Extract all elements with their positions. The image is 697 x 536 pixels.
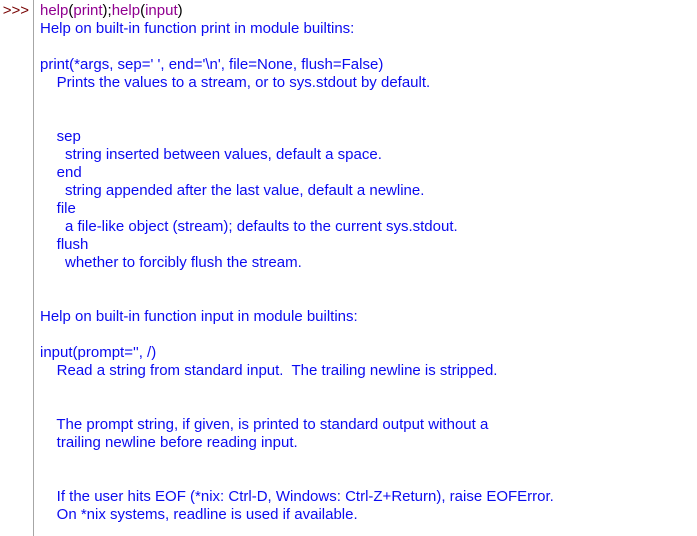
output-line (40, 290, 697, 308)
output-line: The prompt string, if given, is printed to standard output without a (40, 416, 489, 433)
output-line (40, 326, 697, 344)
input-segment-plain: ( (140, 2, 146, 19)
output-line: string inserted between values, default a space. (40, 146, 382, 163)
output-line (40, 380, 697, 398)
output-line: a file-like object (stream); defaults to the current sys.stdout. (40, 218, 458, 235)
output-line: Prints the values to a stream, or to sys.stdout by default. (40, 74, 431, 91)
shell-text-area[interactable] (34, 0, 697, 536)
input-segment-builtin: input (145, 2, 178, 19)
output-line: On *nix systems, readline is used if available. (40, 506, 358, 523)
output-line (40, 110, 697, 128)
prompt-sidebar (0, 0, 33, 536)
output-line: whether to forcibly flush the stream. (40, 254, 302, 271)
output-line (40, 398, 697, 416)
input-line (40, 2, 697, 20)
output-line: input(prompt='', /) (40, 344, 157, 361)
output-line (40, 38, 697, 56)
output-line: Read a string from standard input. The trailing newline is stripped. (40, 362, 498, 379)
output-line: Help on built-in function print in module builtins: (40, 20, 355, 37)
output-line: sep (40, 128, 81, 145)
output-line: trailing newline before reading input. (40, 434, 298, 451)
input-segment-plain: ( (68, 2, 74, 19)
input-segment-plain: ); (102, 2, 112, 19)
input-segment-builtin: help (111, 2, 141, 19)
output-line (40, 452, 697, 470)
input-segment-builtin: help (40, 2, 69, 19)
shell-prompt: >>> (2, 2, 29, 19)
output-line: print(*args, sep=' ', end='\n', file=None, flush=False) (40, 56, 384, 73)
output-line: If the user hits EOF (*nix: Ctrl-D, Windows: Ctrl-Z+Return), raise EOFError. (40, 488, 554, 505)
output-line: flush (40, 236, 89, 253)
output-line (40, 92, 697, 110)
output-line: end (40, 164, 82, 181)
output-line: file (40, 200, 76, 217)
output-line: Help on built-in function input in module builtins: (40, 308, 358, 325)
output-line: string appended after the last value, default a newline. (40, 182, 425, 199)
output-line (40, 470, 697, 488)
output-line (40, 272, 697, 290)
input-segment-plain: ) (177, 2, 183, 19)
input-segment-builtin: print (73, 2, 103, 19)
